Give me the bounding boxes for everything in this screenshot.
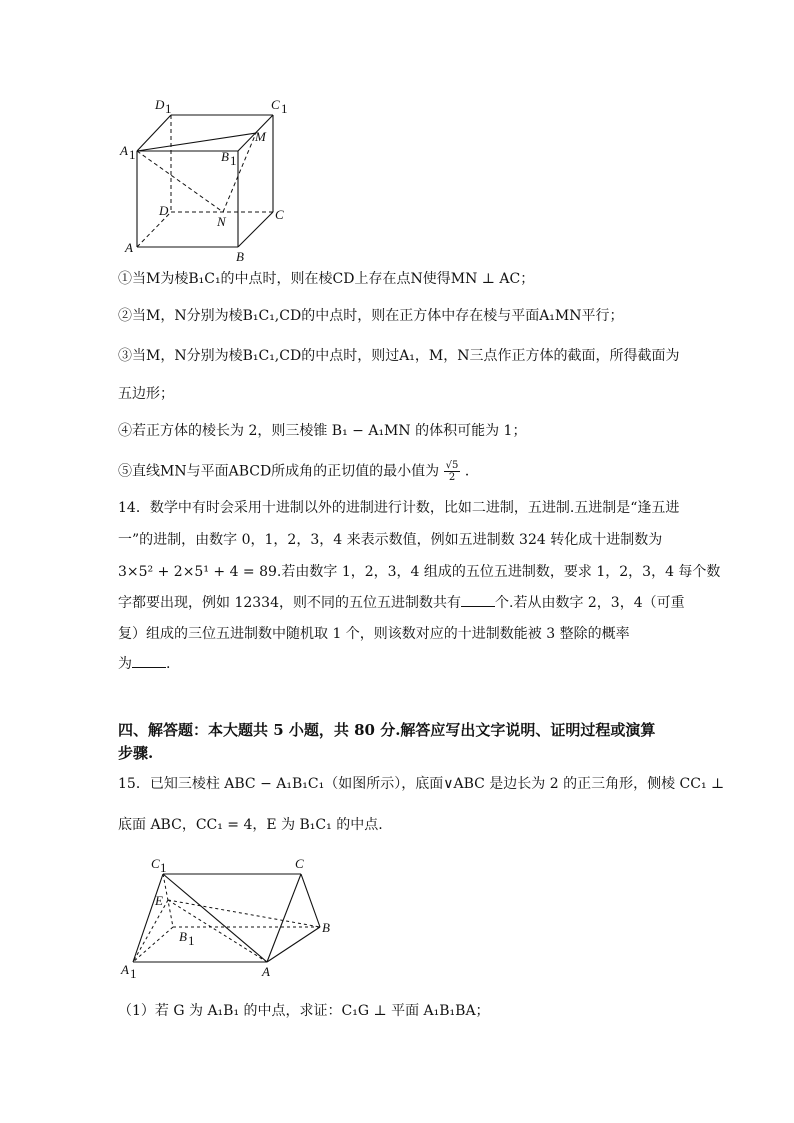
section-4-title: 四、解答题：本大题共 5 小题，共 80 分.解答应写出文字说明、证明过程或演算 <box>118 721 656 739</box>
cube-figure <box>115 95 295 265</box>
label-C1-sub: 1 <box>281 101 288 116</box>
q14-line-4 <box>118 594 685 612</box>
label-A: A <box>125 240 133 255</box>
q15-part-1: （1）若 G 为 A₁B₁ 的中点，求证：C₁G ⊥ 平面 A₁B₁BA； <box>118 1003 490 1019</box>
label-B: B <box>322 920 330 935</box>
answer-blank-1[interactable] <box>461 594 495 607</box>
fraction-sqrt5-over-2 <box>444 460 461 483</box>
statement-1: ①当M为棱B₁C₁的中点时，则在棱CD上存在点N使得MN ⊥ AC； <box>118 271 535 287</box>
label-M: M <box>255 129 266 144</box>
label-A1-sub: 1 <box>130 966 137 981</box>
q14-line-6-a: 为 <box>118 656 132 672</box>
label-D: D <box>159 203 169 218</box>
section-4-title-cont: 步骤. <box>118 744 154 762</box>
label-D1-sub: 1 <box>165 101 172 116</box>
q14-line-3: 3×5² + 2×5¹ + 4 = 89.若由数字 1，2，3，4 组成的五位五进制数，要求 1，2，3，4 每个数 <box>118 564 721 580</box>
statement-5 <box>118 460 479 483</box>
q14-line-6-b: . <box>166 656 171 672</box>
label-C: C <box>295 856 304 871</box>
label-A1-sub: 1 <box>129 147 136 162</box>
statement-5-text: ⑤直线MN与平面ABCD所成角的正切值的最小值为 <box>118 463 440 480</box>
q14-line-4-b: 个.若从由数字 2，3，4（可重 <box>495 595 685 611</box>
statement-5-end: ． <box>464 463 479 480</box>
q14-line-5: 复）组成的三位五进制数中随机取 1 个，则该数对应的十进制数能被 3 整除的概率 <box>118 626 630 642</box>
label-C: C <box>275 207 284 222</box>
label-A: A <box>262 964 270 979</box>
prism-figure <box>115 852 345 982</box>
q14-line-1: 14．数学中有时会采用十进制以外的进制进行计数，比如二进制，五进制.五进制是“逢五进 <box>118 500 680 516</box>
label-E: E <box>155 893 163 908</box>
q14-line-2: 一”的进制，由数字 0，1，2，3，4 来表示数值，例如五进制数 324 转化成十进制数为 <box>118 532 663 548</box>
fraction-denominator: 2 <box>448 472 456 483</box>
answer-blank-2[interactable] <box>132 655 166 668</box>
q14-line-4-a: 字都要出现，例如 12334，则不同的五位五进制数共有 <box>118 595 461 611</box>
label-C1-sub: 1 <box>160 860 167 875</box>
statement-2: ②当M，N分别为棱B₁C₁,CD的中点时，则在正方体中存在棱与平面A₁MN平行； <box>118 308 624 324</box>
statement-4: ④若正方体的棱长为 2，则三棱锥 B₁ − A₁MN 的体积可能为 1； <box>118 423 527 439</box>
label-B1: B <box>221 149 229 164</box>
statement-3-cont: 五边形； <box>118 386 174 402</box>
label-C1: C <box>151 856 160 871</box>
label-B1-sub: 1 <box>188 933 195 948</box>
statement-3: ③当M，N分别为棱B₁C₁,CD的中点时，则过A₁，M，N三点作正方体的截面，所得截面为 <box>118 348 680 364</box>
q15-line-1: 15．已知三棱柱 ABC − A₁B₁C₁（如图所示），底面∨ABC 是边长为 2 的正三角形，侧棱 CC₁ ⊥ <box>118 776 725 792</box>
label-A1: A <box>121 962 129 977</box>
q15-line-2: 底面 ABC，CC₁ = 4，E 为 B₁C₁ 的中点. <box>118 817 383 833</box>
label-C1: C <box>271 97 280 112</box>
label-B: B <box>236 249 244 264</box>
fraction-numerator: √5 <box>445 460 459 471</box>
q14-line-6 <box>118 655 170 673</box>
label-B1: B <box>179 929 187 944</box>
label-N: N <box>217 214 226 229</box>
label-D1: D <box>155 97 165 112</box>
label-B1-sub: 1 <box>230 153 237 168</box>
label-A1: A <box>120 143 128 158</box>
